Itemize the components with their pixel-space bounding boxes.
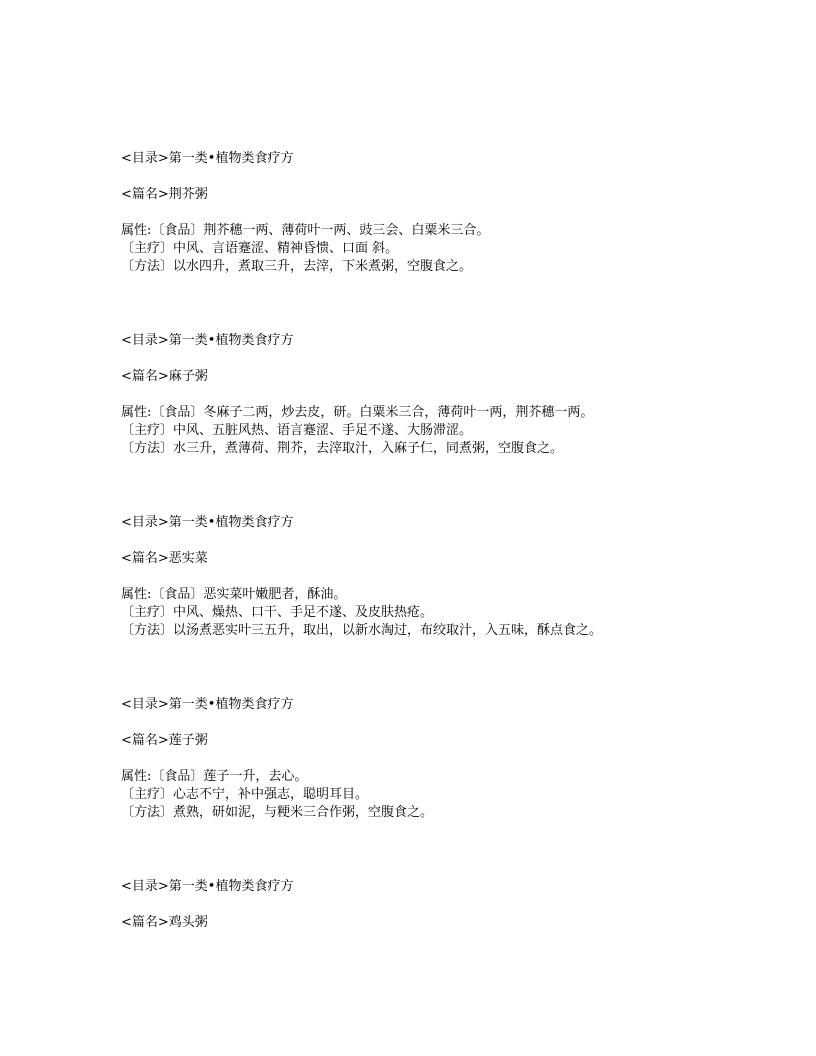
preparation-method: 〔方法〕以水四升，煮取三升，去滓，下米煮粥，空腹食之。 xyxy=(121,259,473,274)
recipe-entry xyxy=(121,514,741,640)
treatment-indications: 〔主疗〕中风、言语蹇涩、精神昏愦、口面 斜。 xyxy=(121,241,399,256)
catalog-heading: <目录>第一类•植物类食疗方 xyxy=(121,515,294,530)
recipe-entry xyxy=(121,878,741,932)
treatment-indications: 〔主疗〕中风、五脏风热、语言蹇涩、手足不遂、大肠滞涩。 xyxy=(121,423,473,438)
catalog-heading: <目录>第一类•植物类食疗方 xyxy=(121,151,294,166)
preparation-method: 〔方法〕煮熟，研如泥，与粳米三合作粥，空腹食之。 xyxy=(121,805,434,820)
recipe-entry xyxy=(121,150,741,276)
preparation-method: 〔方法〕以汤煮恶实叶三五升，取出，以新水淘过，布绞取汁，入五味，酥点食之。 xyxy=(121,623,603,638)
food-ingredients: 属性:〔食品〕恶实菜叶嫩肥者，酥油。 xyxy=(121,587,347,602)
catalog-heading: <目录>第一类•植物类食疗方 xyxy=(121,697,294,712)
preparation-method: 〔方法〕水三升，煮薄荷、荆芥，去滓取汁，入麻子仁，同煮粥，空腹食之。 xyxy=(121,441,564,456)
treatment-indications: 〔主疗〕心志不宁，补中强志，聪明耳目。 xyxy=(121,787,369,802)
catalog-heading: <目录>第一类•植物类食疗方 xyxy=(121,333,294,348)
recipe-title: <篇名>莲子粥 xyxy=(121,733,208,748)
recipe-title: <篇名>荆芥粥 xyxy=(121,187,208,202)
food-ingredients: 属性:〔食品〕荆芥穗一两、薄荷叶一两、豉三会、白粟米三合。 xyxy=(121,223,490,238)
food-ingredients: 属性:〔食品〕冬麻子二两，炒去皮，研。白粟米三合，薄荷叶一两，荆芥穗一两。 xyxy=(121,405,594,420)
treatment-indications: 〔主疗〕中风、燥热、口干、手足不遂、及皮肤热疮。 xyxy=(121,605,434,620)
catalog-heading: <目录>第一类•植物类食疗方 xyxy=(121,879,294,894)
food-ingredients: 属性:〔食品〕莲子一升，去心。 xyxy=(121,769,308,784)
recipe-entry xyxy=(121,332,741,458)
recipe-title: <篇名>麻子粥 xyxy=(121,369,208,384)
recipe-title: <篇名>恶实菜 xyxy=(121,551,208,566)
recipe-entry xyxy=(121,696,741,822)
recipe-title: <篇名>鸡头粥 xyxy=(121,915,208,930)
